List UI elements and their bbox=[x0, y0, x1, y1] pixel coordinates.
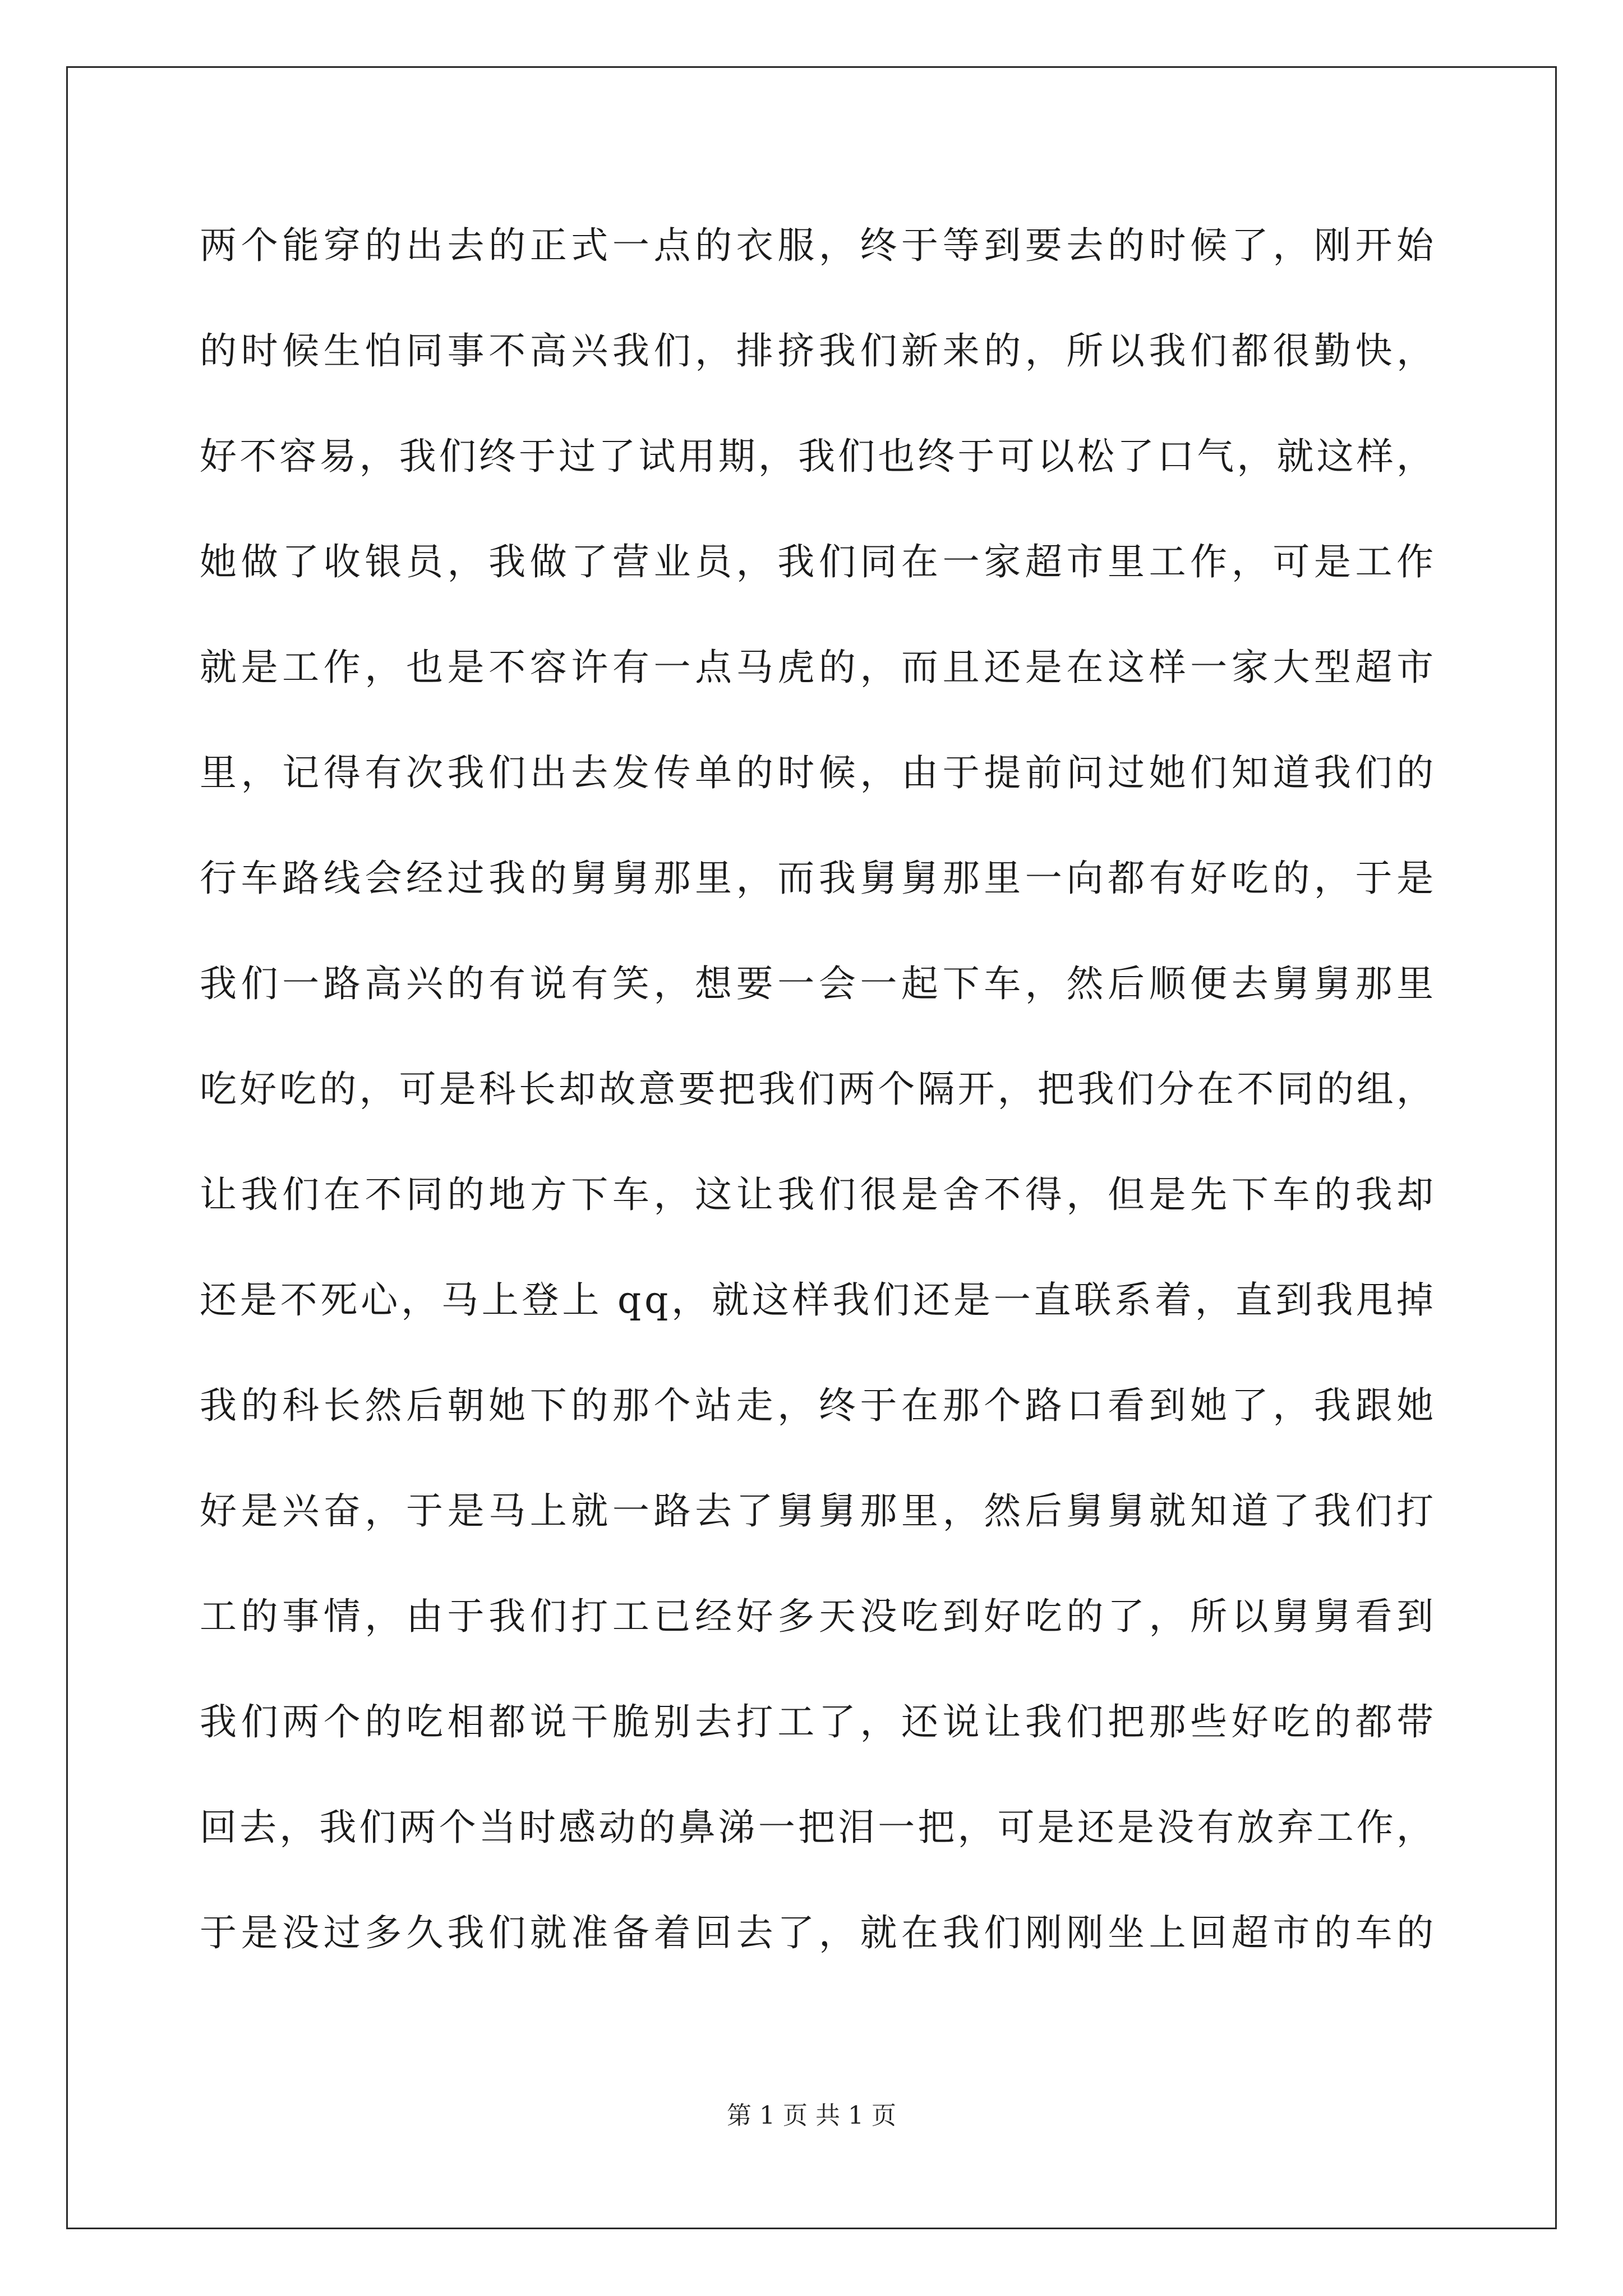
text-line: 好是兴奋，于是马上就一路去了舅舅那里，然后舅舅就知道了我们打 bbox=[200, 1489, 1438, 1533]
text-line: 好不容易，我们终于过了试用期，我们也终于可以松了口气，就这样， bbox=[200, 435, 1437, 478]
text-line: 回去，我们两个当时感动的鼻涕一把泪一把，可是还是没有放弃工作， bbox=[200, 1806, 1437, 1849]
text-line: 我的科长然后朝她下的那个站走，终于在那个路口看到她了，我跟她 bbox=[200, 1384, 1438, 1427]
text-line: 两个能穿的出去的正式一点的衣服，终于等到要去的时候了，刚开始 bbox=[200, 224, 1438, 267]
text-line: 吃好吃的，可是科长却故意要把我们两个隔开，把我们分在不同的组， bbox=[200, 1068, 1437, 1111]
text-line: 工的事情，由于我们打工已经好多天没吃到好吃的了，所以舅舅看到 bbox=[200, 1595, 1438, 1638]
text-line: 她做了收银员，我做了营业员，我们同在一家超市里工作，可是工作 bbox=[200, 540, 1438, 583]
text-line: 的时候生怕同事不高兴我们，排挤我们新来的，所以我们都很勤快， bbox=[200, 329, 1438, 372]
page-number-footer: 第 1 页 共 1 页 bbox=[727, 2101, 896, 2130]
text-line: 我们一路高兴的有说有笑，想要一会一起下车，然后顺便去舅舅那里 bbox=[200, 962, 1438, 1005]
text-line: 里，记得有次我们出去发传单的时候，由于提前问过她们知道我们的 bbox=[200, 751, 1438, 794]
body-text bbox=[200, 218, 1438, 2010]
text-line: 行车路线会经过我的舅舅那里，而我舅舅那里一向都有好吃的，于是 bbox=[200, 857, 1438, 900]
text-line: 我们两个的吃相都说干脆别去打工了，还说让我们把那些好吃的都带 bbox=[200, 1700, 1438, 1743]
text-line: 就是工作，也是不容许有一点马虎的，而且还是在这样一家大型超市 bbox=[200, 646, 1438, 689]
text-line: 还是不死心，马上登上 qq，就这样我们还是一直联系着，直到我甩掉 bbox=[200, 1278, 1437, 1322]
text-line: 让我们在不同的地方下车，这让我们很是舍不得，但是先下车的我却 bbox=[200, 1173, 1438, 1216]
text-line: 于是没过多久我们就准备着回去了，就在我们刚刚坐上回超市的车的 bbox=[200, 1911, 1438, 1954]
